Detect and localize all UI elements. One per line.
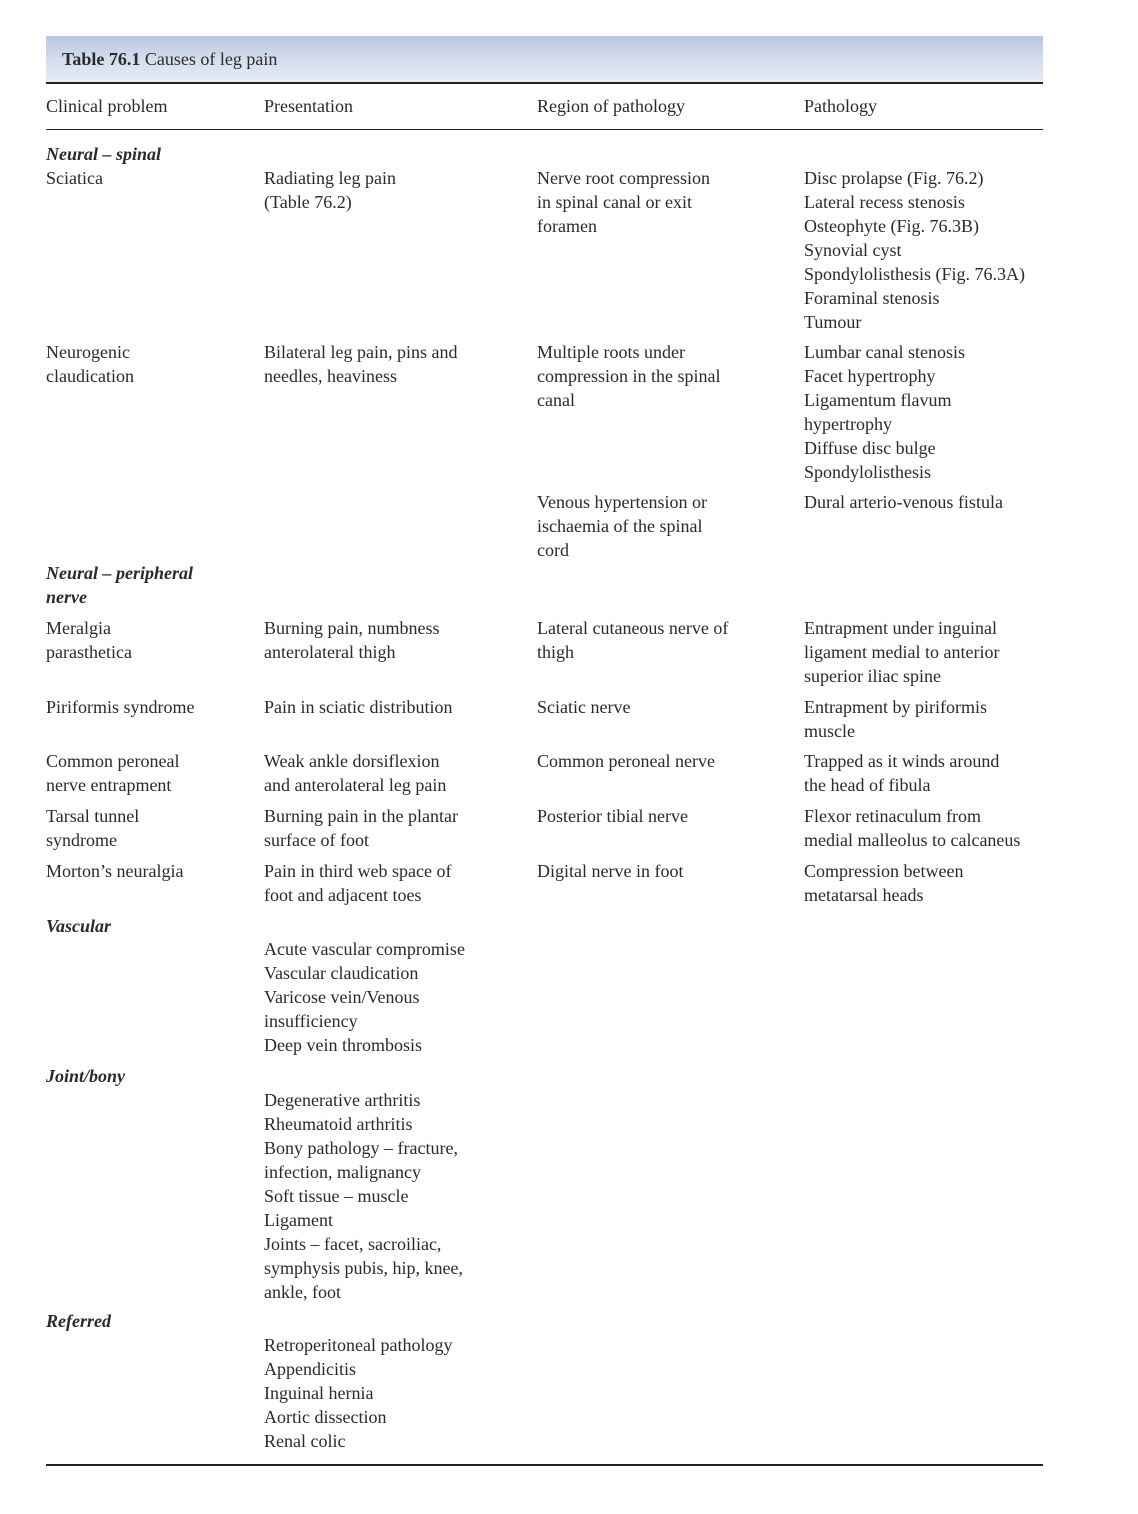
text-line: ischaemia of the spinal — [537, 516, 703, 536]
text-line: canal — [537, 390, 575, 410]
cell-pathology-piriformis — [804, 695, 987, 743]
text-line: Common peroneal — [46, 751, 180, 771]
cell-presentation-piriformis — [264, 695, 452, 719]
header-clinical-problem: Clinical problem — [46, 96, 168, 116]
cell-presentation-referred — [264, 1333, 452, 1453]
section-referred: Referred — [46, 1311, 111, 1331]
text-line: Ligament — [264, 1210, 333, 1230]
text-line: Diffuse disc bulge — [804, 438, 936, 458]
text-line: ankle, foot — [264, 1282, 341, 1302]
text-line: ligament medial to anterior — [804, 642, 1000, 662]
text-line: foot and adjacent toes — [264, 885, 422, 905]
text-line: Neurogenic — [46, 342, 130, 362]
text-line: Common peroneal nerve — [537, 751, 715, 771]
text-line: Varicose vein/Venous — [264, 987, 420, 1007]
text-line: Trapped as it winds around — [804, 751, 1000, 771]
text-line: Disc prolapse (Fig. 76.2) — [804, 168, 984, 188]
section-joint-bony: Joint/bony — [46, 1066, 126, 1086]
table-caption — [46, 36, 1043, 82]
text-line: Joints – facet, sacroiliac, — [264, 1234, 442, 1254]
table-title: Causes of leg pain — [144, 49, 278, 69]
text-line: syndrome — [46, 830, 117, 850]
cell-presentation-neurogenic — [264, 340, 457, 388]
cell-presentation-tarsal — [264, 804, 458, 852]
text-line: nerve entrapment — [46, 775, 172, 795]
cell-pathology-morton — [804, 859, 963, 907]
cell-problem-piriformis — [46, 695, 195, 719]
text-line: Pain in sciatic distribution — [264, 697, 453, 717]
text-line: Appendicitis — [264, 1359, 356, 1379]
text-line: nerve — [46, 587, 87, 607]
cell-presentation-meralgia — [264, 616, 440, 664]
cell-region-peroneal — [537, 749, 715, 773]
cell-region-sciatica — [537, 166, 710, 238]
cell-region-meralgia — [537, 616, 728, 664]
text-line: Entrapment under inguinal — [804, 618, 997, 638]
text-line: Aortic dissection — [264, 1407, 387, 1427]
text-line: Retroperitoneal pathology — [264, 1335, 453, 1355]
text-line: Venous hypertension or — [537, 492, 707, 512]
text-line: Flexor retinaculum from — [804, 806, 981, 826]
text-line: Ligamentum flavum — [804, 390, 952, 410]
text-line: needles, heaviness — [264, 366, 397, 386]
cell-problem-morton — [46, 859, 183, 883]
text-line: Foraminal stenosis — [804, 288, 940, 308]
cell-region-neurogenic — [537, 340, 720, 412]
text-line: Pain in third web space of — [264, 861, 452, 881]
cell-problem-peroneal — [46, 749, 179, 797]
section-neural-spinal: Neural – spinal — [46, 144, 162, 164]
text-line: muscle — [804, 721, 855, 741]
text-line: Osteophyte (Fig. 76.3B) — [804, 216, 979, 236]
header-pathology: Pathology — [804, 96, 878, 116]
cell-presentation-joint — [264, 1088, 463, 1304]
text-line: and anterolateral leg pain — [264, 775, 447, 795]
text-line: Deep vein thrombosis — [264, 1035, 422, 1055]
text-line: hypertrophy — [804, 414, 892, 434]
text-line: metatarsal heads — [804, 885, 924, 905]
text-line: Compression between — [804, 861, 964, 881]
text-line: Weak ankle dorsiflexion — [264, 751, 440, 771]
text-line: Radiating leg pain — [264, 168, 396, 188]
text-line: Digital nerve in foot — [537, 861, 684, 881]
text-line: Acute vascular compromise — [264, 939, 465, 959]
text-line: cord — [537, 540, 569, 560]
cell-problem-sciatica — [46, 166, 103, 190]
cell-pathology-venous — [804, 490, 1003, 514]
text-line: Neural – peripheral — [46, 563, 194, 583]
text-line: Facet hypertrophy — [804, 366, 936, 386]
cell-presentation-morton — [264, 859, 451, 907]
text-line: Burning pain, numbness — [264, 618, 440, 638]
text-line: Tumour — [804, 312, 862, 332]
text-line: Multiple roots under — [537, 342, 685, 362]
text-line: Bony pathology – fracture, — [264, 1138, 458, 1158]
section-neural-peripheral — [46, 561, 193, 609]
text-line: Synovial cyst — [804, 240, 902, 260]
text-line: Piriformis syndrome — [46, 697, 195, 717]
text-line: Lumbar canal stenosis — [804, 342, 965, 362]
text-line: Lateral recess stenosis — [804, 192, 965, 212]
text-line: compression in the spinal — [537, 366, 721, 386]
cell-problem-neurogenic — [46, 340, 134, 388]
section-vascular: Vascular — [46, 916, 112, 936]
table-label: Table 76.1 — [62, 49, 141, 69]
cell-pathology-meralgia — [804, 616, 999, 688]
text-line: Posterior tibial nerve — [537, 806, 688, 826]
text-line: superior iliac spine — [804, 666, 941, 686]
text-line: symphysis pubis, hip, knee, — [264, 1258, 464, 1278]
header-presentation: Presentation — [264, 96, 353, 116]
text-line: Rheumatoid arthritis — [264, 1114, 413, 1134]
text-line: the head of fibula — [804, 775, 931, 795]
cell-pathology-sciatica — [804, 166, 1025, 334]
text-line: Meralgia — [46, 618, 111, 638]
text-line: claudication — [46, 366, 134, 386]
text-line: Sciatica — [46, 168, 103, 188]
text-line: Degenerative arthritis — [264, 1090, 421, 1110]
text-line: Spondylolisthesis — [804, 462, 932, 482]
table-bottom-rule — [46, 1464, 1043, 1466]
text-line: Vascular claudication — [264, 963, 419, 983]
header-rule — [46, 129, 1043, 130]
text-line: in spinal canal or exit — [537, 192, 692, 212]
text-line: Nerve root compression — [537, 168, 710, 188]
text-line: Renal colic — [264, 1431, 346, 1451]
text-line: thigh — [537, 642, 575, 662]
text-line: (Table 76.2) — [264, 192, 352, 212]
cell-presentation-peroneal — [264, 749, 446, 797]
text-line: surface of foot — [264, 830, 369, 850]
cell-region-morton — [537, 859, 683, 883]
text-line: Morton’s neuralgia — [46, 861, 184, 881]
text-line: Entrapment by piriformis — [804, 697, 987, 717]
text-line: Bilateral leg pain, pins and — [264, 342, 458, 362]
cell-presentation-vascular — [264, 937, 465, 1057]
text-line: foramen — [537, 216, 597, 236]
cell-region-tarsal — [537, 804, 688, 828]
header-region: Region of pathology — [537, 96, 685, 116]
cell-pathology-tarsal — [804, 804, 1020, 852]
cell-presentation-sciatica — [264, 166, 396, 214]
cell-region-piriformis — [537, 695, 630, 719]
cell-problem-meralgia — [46, 616, 132, 664]
cell-region-venous — [537, 490, 707, 562]
text-line: Burning pain in the plantar — [264, 806, 458, 826]
cell-pathology-neurogenic — [804, 340, 965, 484]
cell-problem-tarsal — [46, 804, 139, 852]
cell-pathology-peroneal — [804, 749, 999, 797]
caption-rule — [46, 82, 1043, 84]
text-line: Inguinal hernia — [264, 1383, 374, 1403]
text-line: Tarsal tunnel — [46, 806, 140, 826]
text-line: Spondylolisthesis (Fig. 76.3A) — [804, 264, 1026, 284]
text-line: Lateral cutaneous nerve of — [537, 618, 729, 638]
text-line: insufficiency — [264, 1011, 358, 1031]
text-line: parasthetica — [46, 642, 132, 662]
text-line: anterolateral thigh — [264, 642, 396, 662]
text-line: Dural arterio-venous fistula — [804, 492, 1003, 512]
text-line: Sciatic nerve — [537, 697, 631, 717]
text-line: Soft tissue – muscle — [264, 1186, 409, 1206]
text-line: infection, malignancy — [264, 1162, 421, 1182]
text-line: medial malleolus to calcaneus — [804, 830, 1021, 850]
